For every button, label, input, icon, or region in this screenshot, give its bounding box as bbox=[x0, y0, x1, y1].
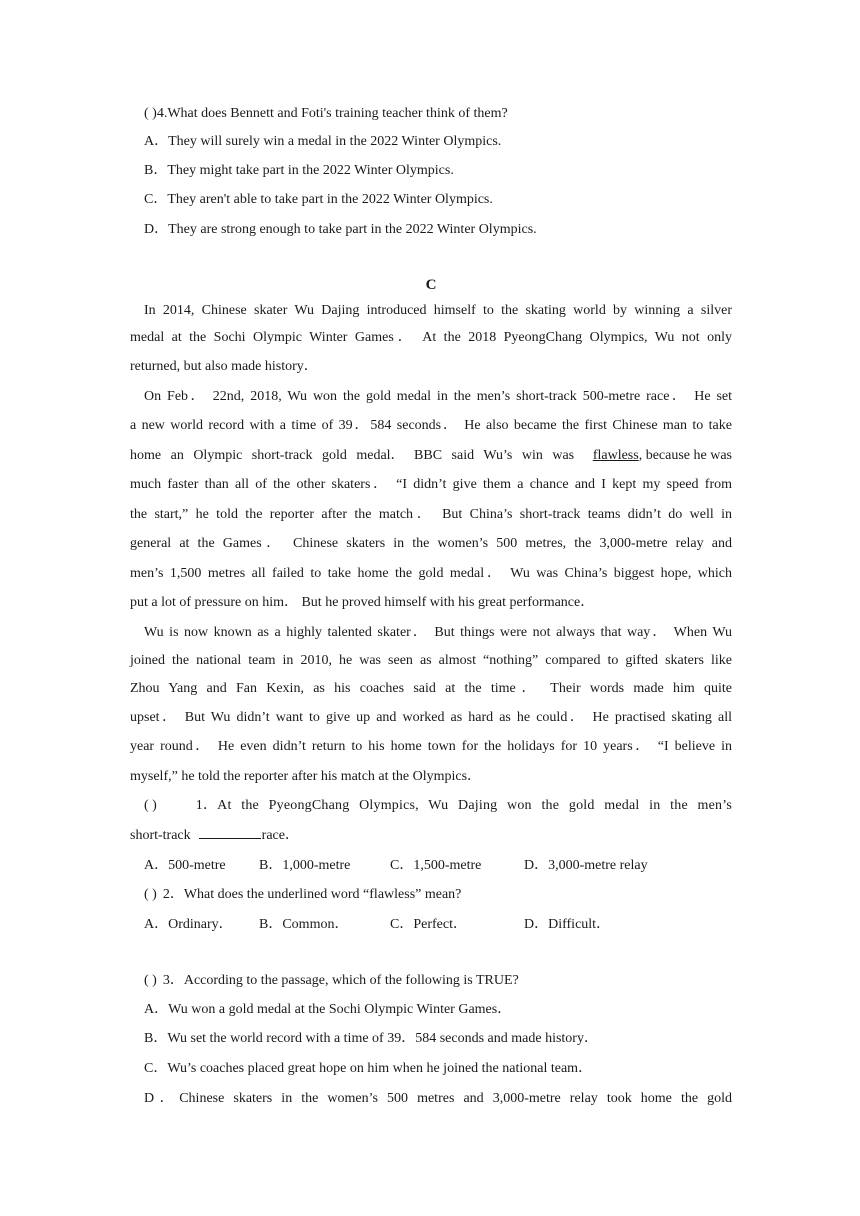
passage-line: the start,” he told the reporter after the match． But China’s short-track teams didn’t do well in bbox=[130, 507, 732, 522]
passage-line: returned, but also made history． bbox=[130, 359, 318, 374]
question-stem: 1．At the PyeongChang Olympics, Wu Dajing won the gold medal in the men’s bbox=[195, 798, 732, 813]
question-2 bbox=[144, 886, 732, 904]
passage-line: In 2014, Chinese skater Wu Dajing introduced himself to the skating world by winning a silver bbox=[144, 303, 732, 318]
question-stem: 4.What does Bennett and Foti's training teacher think of them? bbox=[156, 106, 508, 121]
option-c: C．They aren't able to take part in the 2022 Winter Olympics. bbox=[144, 192, 493, 207]
passage-line bbox=[130, 447, 732, 465]
passage-line: put a lot of pressure on him． But he proved himself with his great performance． bbox=[130, 595, 595, 610]
option-c: C．Perfect． bbox=[390, 917, 467, 932]
passage-line: myself,” he told the reporter after his match at the Olympics． bbox=[130, 769, 482, 784]
passage-line: a new world record with a time of 39．584 seconds． He also became the first Chinese man to take bbox=[130, 418, 732, 433]
option-a: A．Ordinary． bbox=[144, 917, 233, 932]
question-1-options bbox=[144, 857, 732, 875]
option-b: B．Wu set the world record with a time of 39．584 seconds and made history． bbox=[144, 1031, 598, 1046]
passage-line: Zhou Yang and Fan Kexin, as his coaches said at the time． Their words made him quite bbox=[130, 681, 732, 696]
passage-line: upset． But Wu didn’t want to give up and worked as hard as he could． He practised skating all bbox=[130, 710, 732, 725]
passage-line: Wu is now known as a highly talented skater． But things were not always that way． When Wu bbox=[144, 625, 732, 640]
answer-paren: ( ) bbox=[144, 106, 157, 121]
option-b: B．1,000-metre bbox=[259, 858, 351, 873]
passage-text-tail bbox=[593, 447, 732, 465]
option-d: D．Difficult． bbox=[524, 917, 611, 932]
passage-line: much faster than all of the other skaters． “I didn’t give them a chance and I kept my speed from bbox=[130, 477, 732, 492]
option-a: A．They will surely win a medal in the 2022 Winter Olympics. bbox=[144, 134, 502, 149]
answer-paren: ( ) bbox=[144, 973, 157, 988]
answer-blank bbox=[199, 827, 261, 839]
answer-paren: ( ) bbox=[144, 798, 157, 813]
option-a: A．Wu won a gold medal at the Sochi Olympic Winter Games． bbox=[144, 1002, 512, 1017]
question-stem: short-track bbox=[130, 828, 191, 843]
passage-line: joined the national team in 2010, he was seen as almost “nothing” compared to gifted skaters like bbox=[130, 653, 732, 668]
option-d: D．3,000-metre relay bbox=[524, 858, 648, 873]
option-a: A．500-metre bbox=[144, 858, 226, 873]
option-d: D．Chinese skaters in the women’s 500 metres and 3,000-metre relay took home the gold bbox=[144, 1091, 732, 1106]
question-2-options bbox=[144, 916, 732, 934]
passage-text: , because he was bbox=[638, 448, 732, 463]
answer-paren: ( ) bbox=[144, 887, 157, 902]
underlined-word: flawless bbox=[592, 448, 639, 463]
question-stem: 2．What does the underlined word “flawless” mean? bbox=[162, 887, 462, 902]
question-1-continuation bbox=[130, 827, 732, 845]
option-c: C．1,500-metre bbox=[390, 858, 482, 873]
passage-line: men’s 1,500 metres all failed to take home the gold medal． Wu was China’s biggest hope, which bbox=[130, 566, 732, 581]
passage-line: medal at the Sochi Olympic Winter Games． At the 2018 PyeongChang Olympics, Wu not only bbox=[130, 330, 732, 345]
question-stem: race． bbox=[261, 828, 299, 843]
passage-line: year round． He even didn’t return to his home town for the holidays for 10 years． “I believe in bbox=[130, 739, 732, 754]
option-b: B．They might take part in the 2022 Winter Olympics. bbox=[144, 163, 454, 178]
question-stem: 3．According to the passage, which of the following is TRUE? bbox=[162, 973, 519, 988]
option-b: B．Common． bbox=[259, 917, 349, 932]
section-heading: C bbox=[425, 277, 437, 293]
question-1 bbox=[144, 797, 732, 815]
option-c: C．Wu’s coaches placed great hope on him when he joined the national team． bbox=[144, 1061, 593, 1076]
question-3 bbox=[144, 972, 732, 990]
question-4 bbox=[144, 105, 732, 123]
passage-text: home an Olympic short-track gold medal． BBC said Wu’s win was bbox=[130, 448, 575, 463]
option-d: D．They are strong enough to take part in the 2022 Winter Olympics. bbox=[144, 222, 537, 237]
passage-line: general at the Games． Chinese skaters in the women’s 500 metres, the 3,000-metre relay and bbox=[130, 536, 732, 551]
passage-line: On Feb． 22nd, 2018, Wu won the gold medal in the men’s short-track 500-metre race． He set bbox=[144, 389, 732, 404]
